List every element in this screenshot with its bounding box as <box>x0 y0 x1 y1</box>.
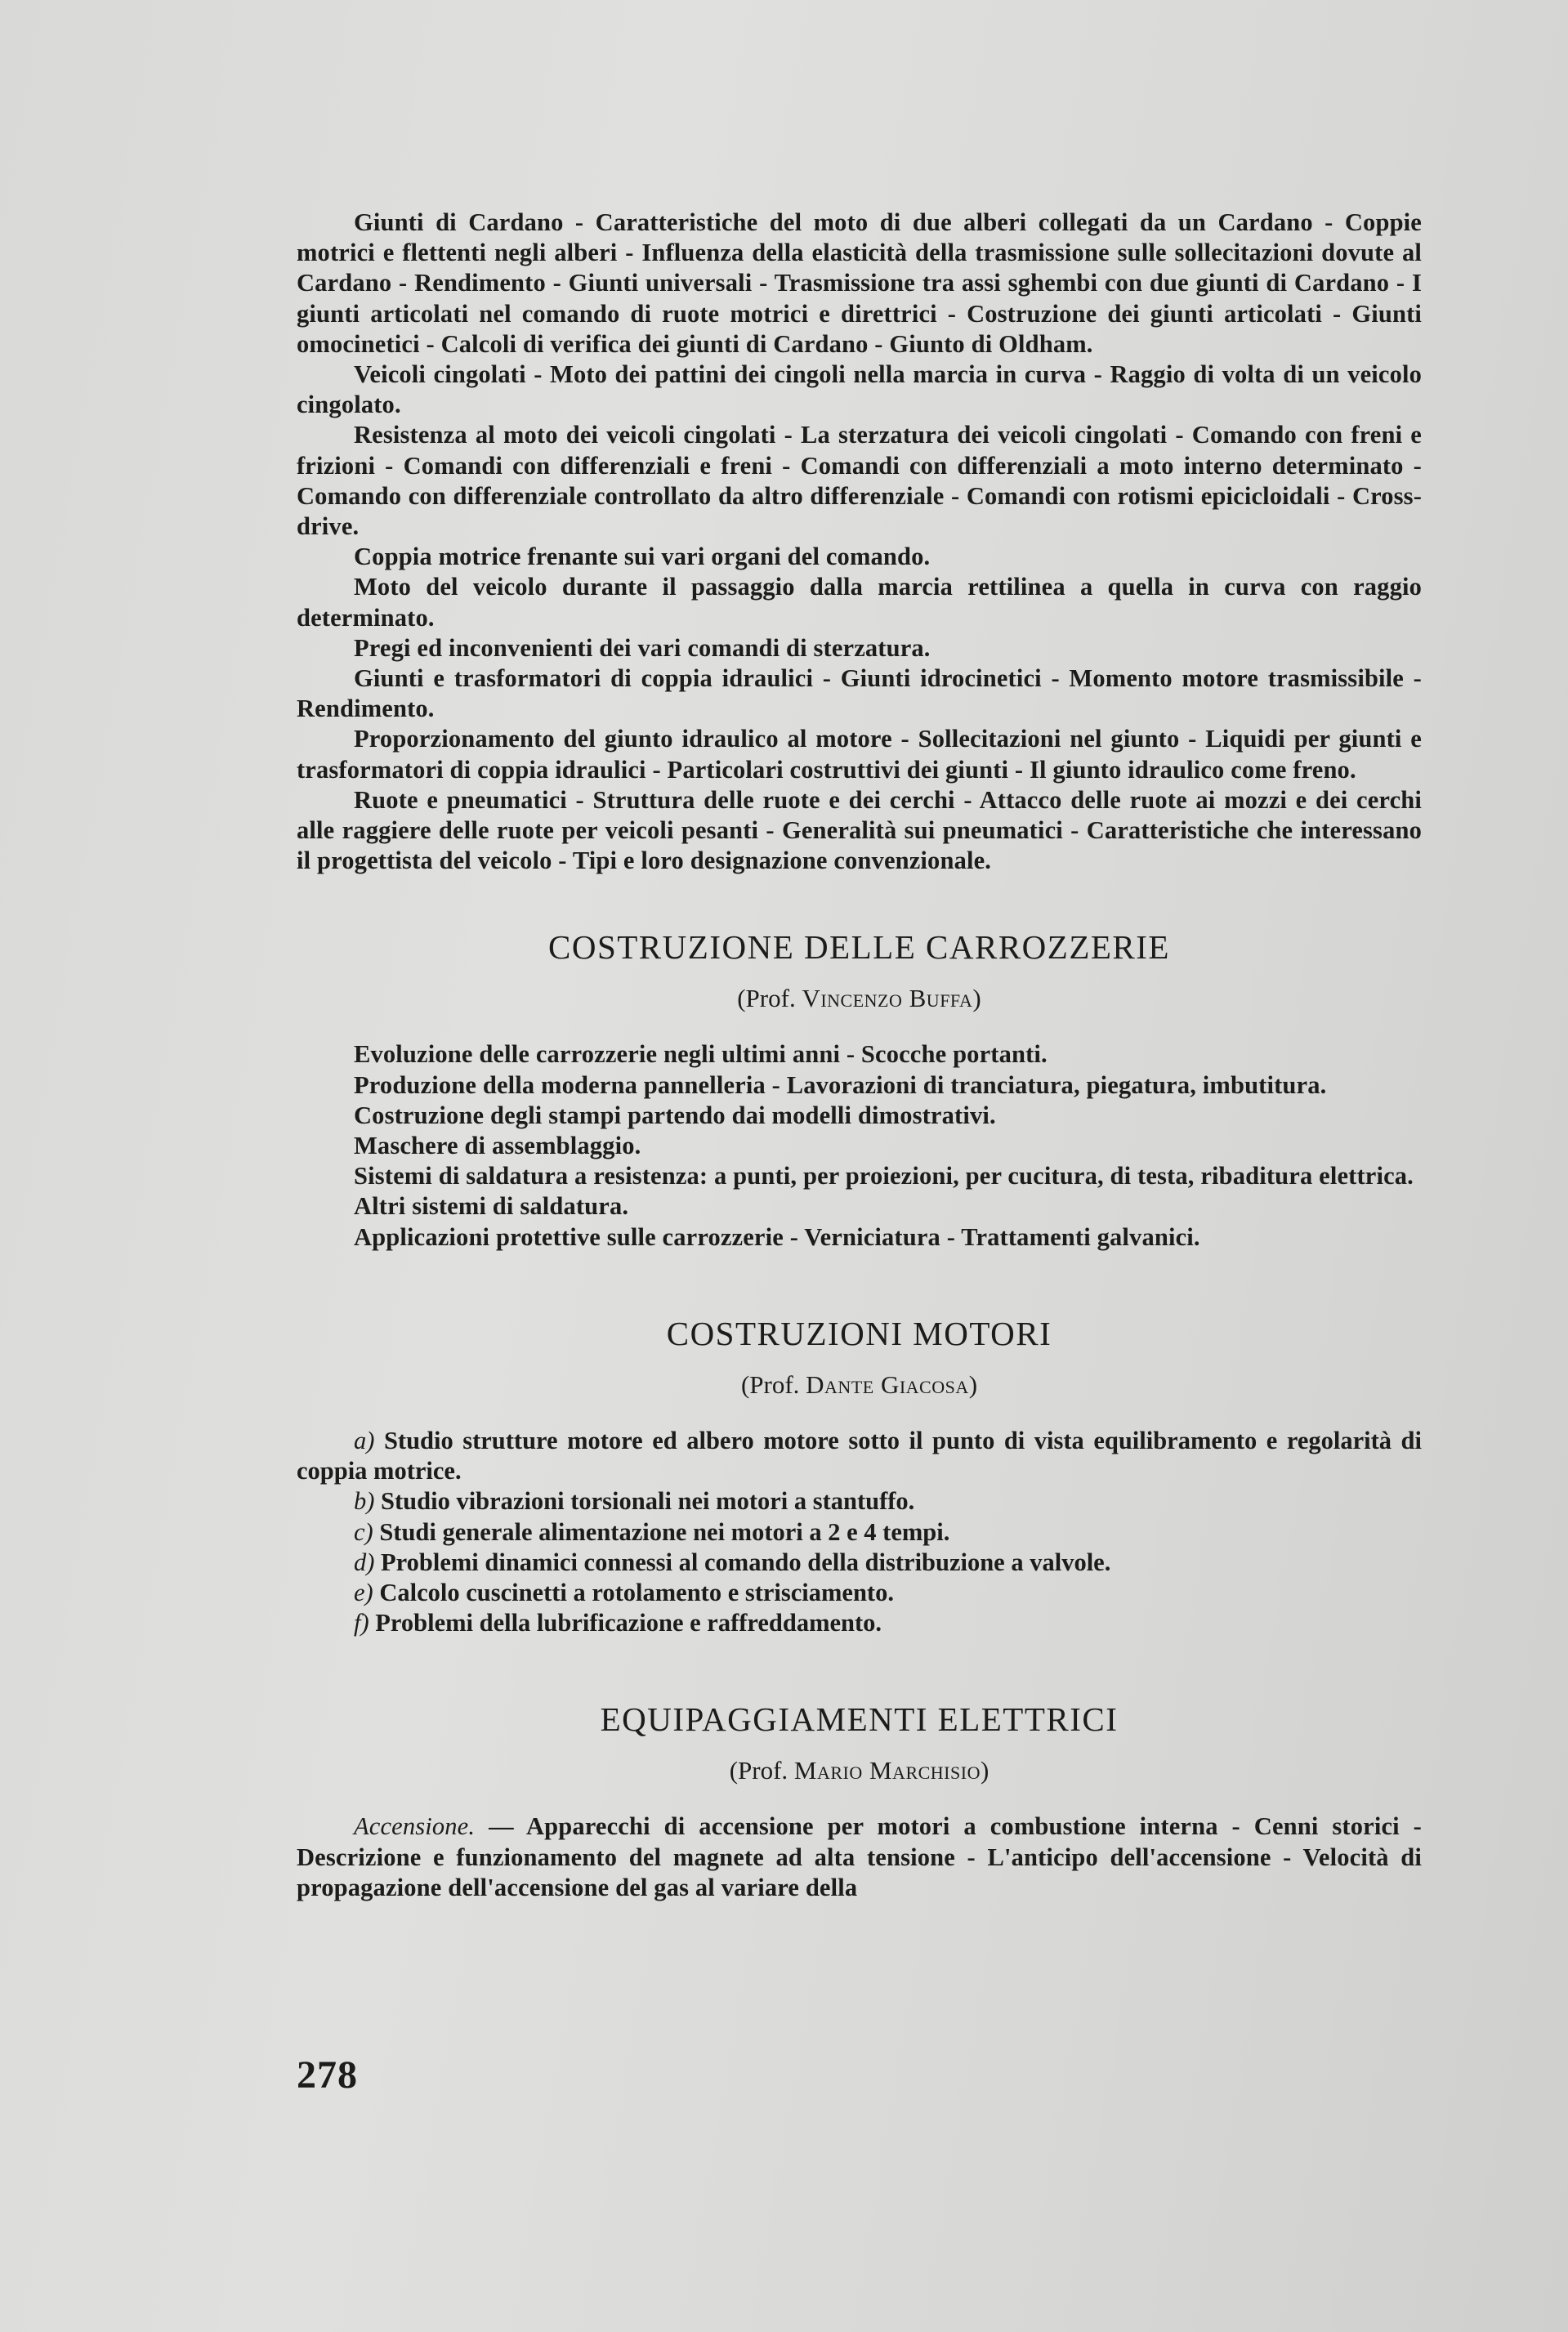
paragraph-evoluzione: Evoluzione delle carrozzerie negli ultimi anni - Scocche portanti. <box>354 1040 1048 1069</box>
author-suffix: ) <box>980 1756 989 1785</box>
paragraph-produzione: Produzione della moderna pannelleria - Lavorazioni di tranciatura, piegatura, imbutitura. <box>354 1070 1327 1099</box>
list-item <box>297 1578 1422 1608</box>
item-label: a) <box>354 1426 375 1454</box>
paragraph-accensione <box>297 1812 1422 1903</box>
section-title-elettrici: EQUIPAGGIAMENTI ELETTRICI <box>600 1700 1119 1739</box>
section-author-motori <box>297 1369 1422 1401</box>
paragraph-maschere: Maschere di assemblaggio. <box>354 1132 641 1160</box>
paragraph-proporzionamento: Proporzionamento del giunto idraulico al motore - Sollecitazioni nel giunto - Liquidi per giunti e trasformatori di coppia idraulici - Particolari costruttivi dei giunti - Il giunto idraulico come freno. <box>297 725 1422 784</box>
item-text: Problemi dinamici connessi al comando della distribuzione a valvole. <box>381 1548 1111 1576</box>
author-prefix: (Prof. <box>737 984 796 1013</box>
paragraph-veicoli-cingolati: Veicoli cingolati - Moto dei pattini dei cingoli nella marcia in curva - Raggio di volta di un veicolo cingolato. <box>297 360 1422 419</box>
author-prefix: (Prof. <box>729 1756 788 1785</box>
list-item <box>297 1517 1422 1548</box>
author-name: Vincenzo Buffa <box>802 984 973 1013</box>
author-prefix: (Prof. <box>740 1369 800 1399</box>
paragraph-coppia-motrice: Coppia motrice frenante sui vari organi del comando. <box>354 543 931 571</box>
item-text: Studio vibrazioni torsionali nei motori a stantuffo. <box>381 1487 915 1516</box>
paragraph-pregi: Pregi ed inconvenienti dei vari comandi di sterzatura. <box>354 633 931 662</box>
paragraph-moto-veicolo: Moto del veicolo durante il passaggio dalla marcia rettilinea a quella in curva con raggio determinato. <box>297 573 1422 632</box>
item-text: Problemi della lubrificazione e raffreddamento. <box>375 1609 882 1637</box>
author-name: Dante Giacosa <box>806 1369 969 1399</box>
paragraph-giunti-idraulici: Giunti e trasformatori di coppia idraulici - Giunti idrocinetici - Momento motore trasmissibile - Rendimento. <box>297 664 1422 723</box>
paragraph-lead: Accensione. <box>354 1812 476 1841</box>
paragraph-sistemi-saldatura: Sistemi di saldatura a resistenza: a punti, per proiezioni, per cucitura, di testa, ribaditura elettrica. <box>354 1162 1414 1191</box>
item-label: e) <box>354 1578 373 1606</box>
item-text: Studi generale alimentazione nei motori a 2 e 4 tempi. <box>379 1517 950 1546</box>
paragraph-ruote-pneumatici: Ruote e pneumatici - Struttura delle ruote e dei cerchi - Attacco delle ruote ai mozzi e dei cerchi alle raggiere delle ruote per veicoli pesanti - Generalità sui pneumatici - Caratteristiche che interessano il progettista del veicolo - Tipi e loro designazione convenzionale. <box>297 785 1422 875</box>
author-suffix: ) <box>972 984 981 1013</box>
section-title-motori: COSTRUZIONI MOTORI <box>666 1314 1052 1352</box>
item-label: b) <box>354 1487 375 1516</box>
item-label: c) <box>354 1517 373 1546</box>
page-number: 278 <box>297 2053 358 2097</box>
paragraph-costruzione-stampi: Costruzione degli stampi partendo dai modelli dimostrativi. <box>354 1101 996 1129</box>
list-item <box>297 1426 1422 1486</box>
list-item <box>297 1608 1422 1638</box>
item-text: Studio strutture motore ed albero motore sotto il punto di vista equilibramento e regolarità di coppia motrice. <box>297 1426 1422 1485</box>
author-name: Mario Marchisio <box>793 1756 981 1785</box>
section-author-carrozzerie <box>297 982 1422 1015</box>
section-title-carrozzerie: COSTRUZIONE DELLE CARROZZERIE <box>548 928 1170 967</box>
list-item <box>297 1548 1422 1578</box>
em-dash: — <box>475 1812 526 1841</box>
item-text: Calcolo cuscinetti a rotolamento e strisciamento. <box>379 1578 894 1606</box>
paragraph-resistenza-moto: Resistenza al moto dei veicoli cingolati - La sterzatura dei veicoli cingolati - Comando con freni e frizioni - Comandi con differenziali e freni - Comandi con differenziali a moto interno determinato - Comando con differenziale controllato da altro differenziale - Comandi con rotismi epicicloidali - Cross-drive. <box>297 421 1422 541</box>
paragraph-giunti-cardano: Giunti di Cardano - Caratteristiche del moto di due alberi collegati da un Cardano - Coppie motrici e flettenti negli alberi - Influenza della elasticità della trasmissione sulle sollecitazioni dovute al Cardano - Rendimento - Giunti universali - Trasmissione tra assi sghembi con due giunti di Cardano - I giunti articolati nel comando di ruote motrici e direttrici - Costruzione dei giunti articolati - Giunti omocinetici - Calcoli di verifica dei giunti di Cardano - Giunto di Oldham. <box>297 208 1422 358</box>
author-suffix: ) <box>968 1369 978 1399</box>
item-label: d) <box>354 1548 375 1576</box>
item-label: f) <box>354 1609 369 1637</box>
paragraph-text: Apparecchi di accensione per motori a combustione interna - Cenni storici - Descrizione e funzionamento del magnete ad alta tensione - L'anticipo dell'accensione - Velocità di propagazione dell'accensione del gas al variare della <box>297 1812 1422 1901</box>
list-item <box>297 1486 1422 1517</box>
paragraph-altri-sistemi: Altri sistemi di saldatura. <box>354 1192 629 1221</box>
section-author-elettrici <box>297 1754 1422 1787</box>
text-column <box>297 208 1422 1903</box>
paragraph-applicazioni: Applicazioni protettive sulle carrozzerie - Verniciatura - Trattamenti galvanici. <box>354 1222 1200 1251</box>
